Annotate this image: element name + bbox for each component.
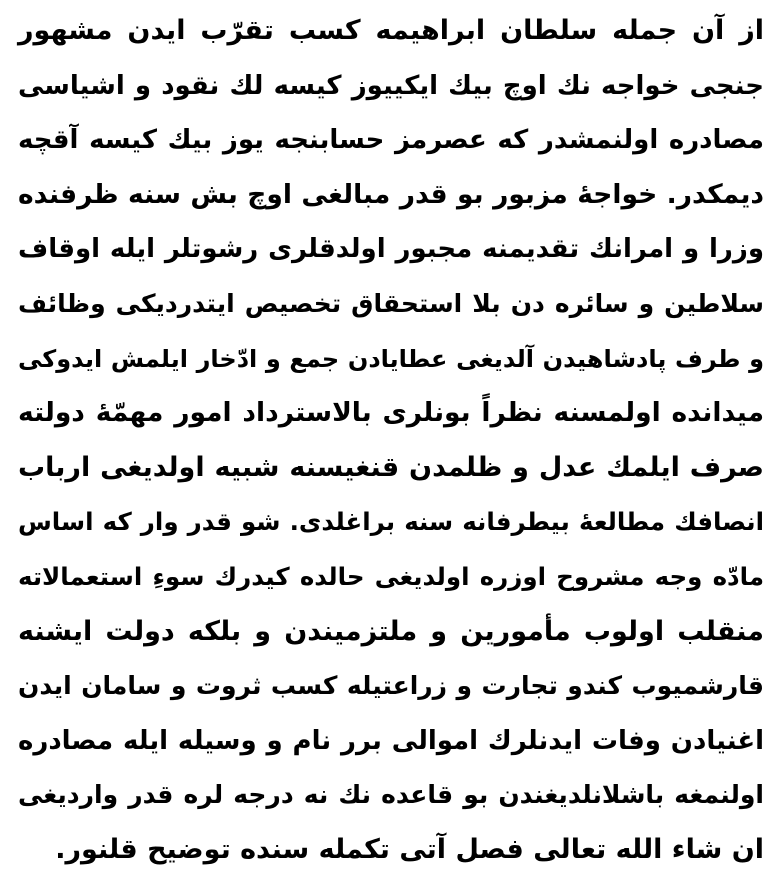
text-line-1: از آن جمله سلطان ابراهیمه کسب تقرّب ایدن مشهور [18, 15, 764, 46]
text-line-15: اولنمغه باشلانلدیغندن بو قاعده نك نه درجه لره قدر واردیغی [18, 780, 764, 810]
text-line-8: میدانده اولمسنه نظراً بونلری بالاسترداد امور مهمّهٔ دولته [18, 397, 764, 429]
text-line-4: دیمكدر. خواجهٔ مزبور بو قدر مبالغی اوچ بش سنه ظرفنده [18, 178, 764, 210]
text-line-2: جنجی خواجه نك اوچ بیك ایكییوز كیسه لك نقود و اشیاسی [18, 70, 764, 101]
text-line-13: قارشمیوب كندو تجارت و زراعتیله كسب ثروت و سامان ایدن [18, 671, 764, 701]
document-page [18, 4, 764, 878]
text-line-9: صرف ایلمك عدل و ظلمدن قنغیسنه شبیه اولدیغی ارباب [18, 451, 764, 483]
text-line-6: سلاطین و سائره دن بلا استحقاق تخصیص ایتدردیكی وظائف [18, 288, 764, 318]
text-line-3: مصادره اولنمشدر كه عصرمز حسابنجه یوز بیك كیسه آقچه [18, 125, 764, 156]
text-line-11: مادّه وجه مشروح اوزره اولدیغی حالده كیدرك سوءِ استعمالاته [18, 561, 764, 591]
text-line-7: و طرف پادشاهیدن آلدیغی عطایادن جمع و ادّخار ایلمش ایدوكی [18, 344, 764, 373]
text-line-14: اغنیادن وفات ایدنلرك اموالی برر نام و وسیله ایله مصادره [18, 725, 764, 756]
text-line-5: وزرا و امرانك تقدیمنه مجبور اولدقلری رشوتلر ایله اوقاف [18, 234, 764, 265]
text-line-10: انصافك مطالعهٔ بیطرفانه سنه براغلدی. شو قدر وار كه اساس [18, 507, 764, 537]
text-line-16: ان شاء الله تعالی فصل آتی تكمله سنده توضیح قلنور. [55, 833, 764, 865]
text-line-12: منقلب اولوب مأمورین و ملتزمیندن و بلكه دولت ایشنه [18, 615, 764, 647]
